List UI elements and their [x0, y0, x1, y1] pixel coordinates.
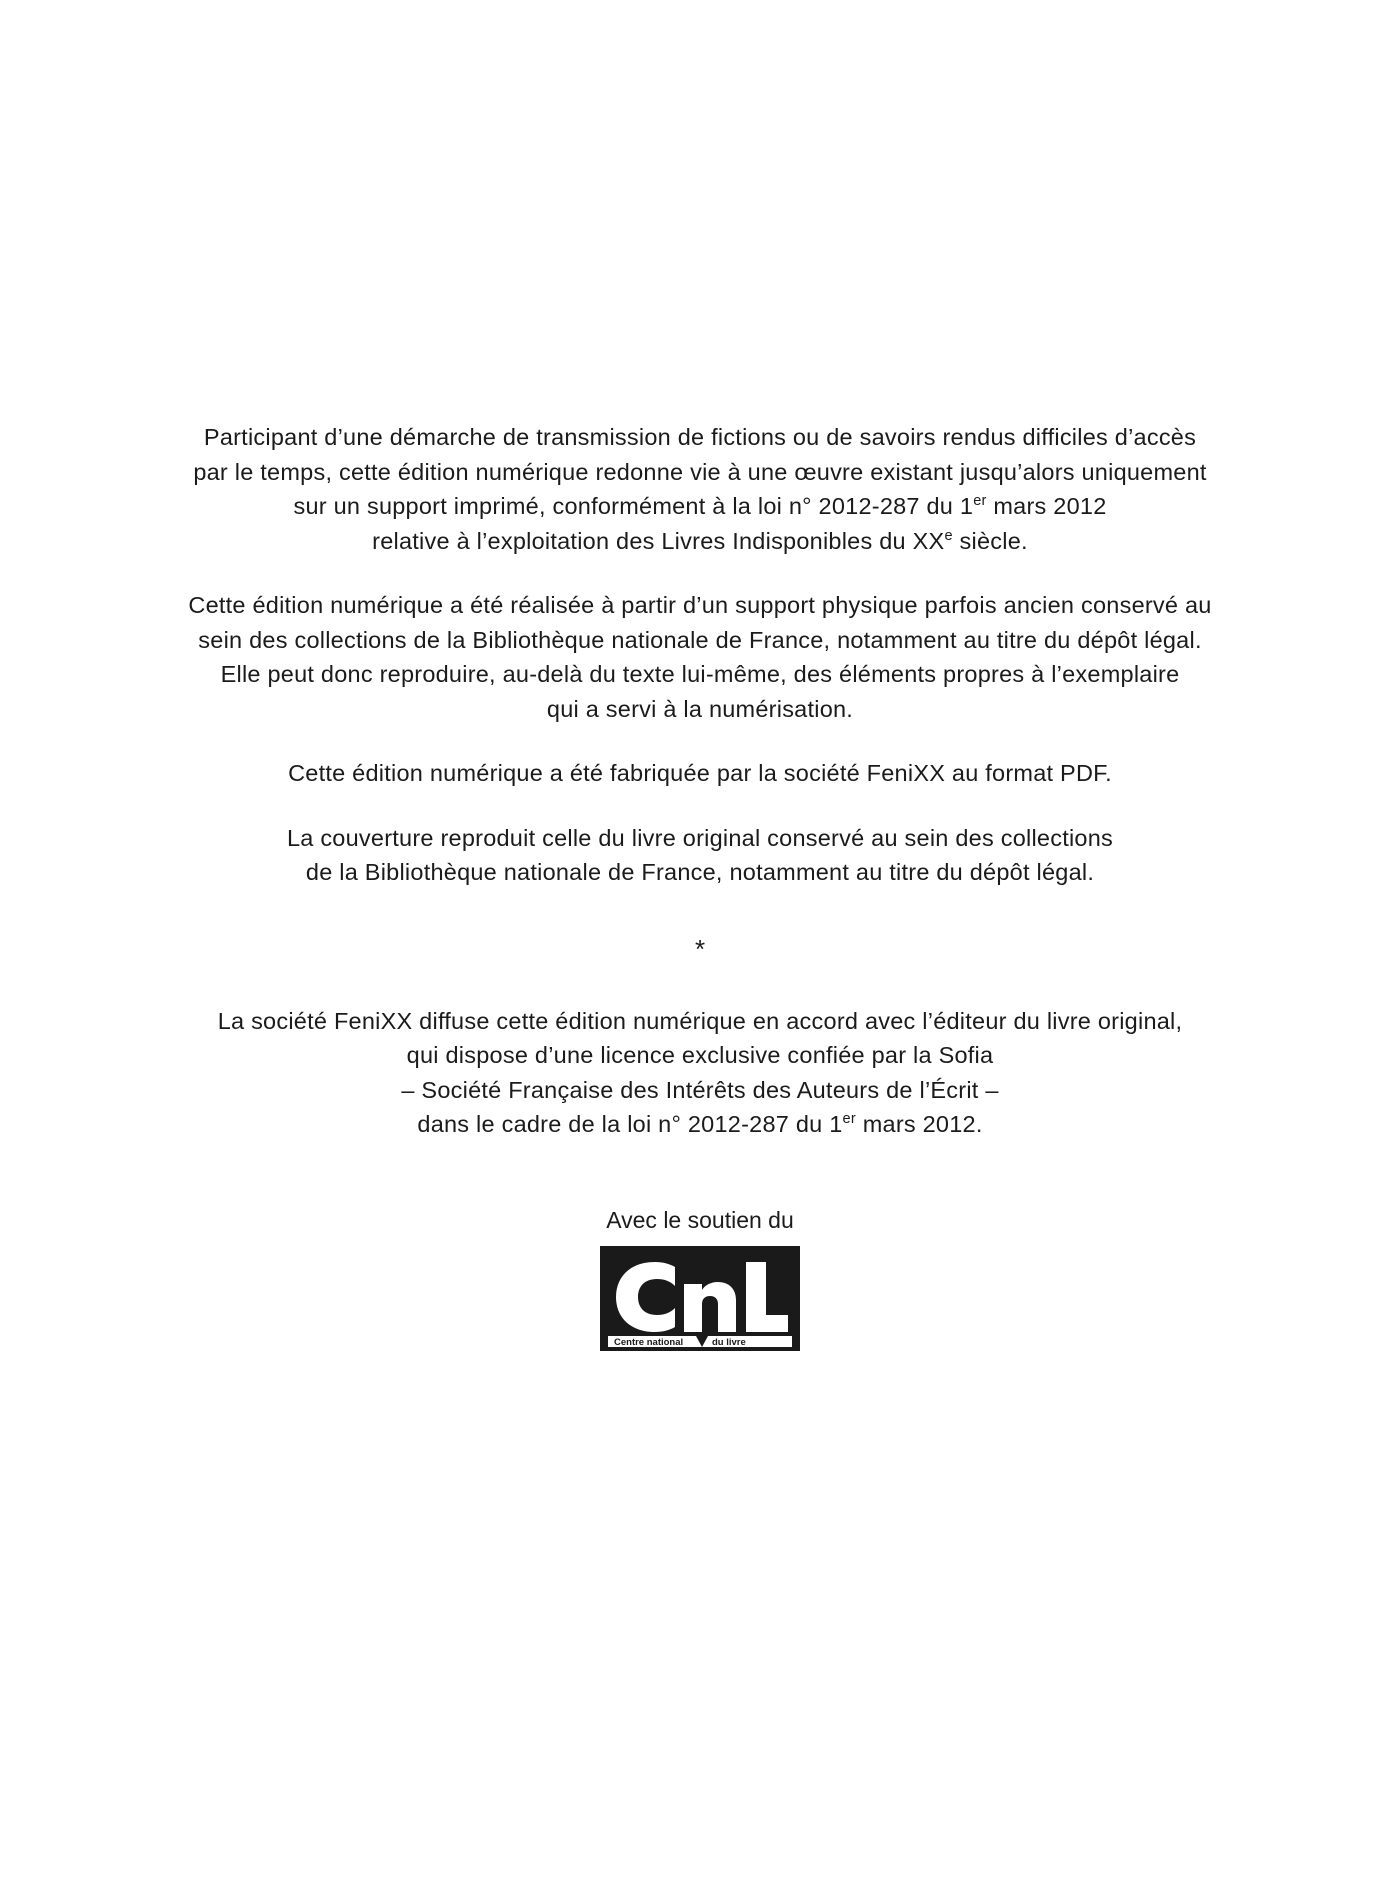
text-line: La société FeniXX diffuse cette édition numérique en accord avec l’éditeur du livre original, [217, 1007, 1183, 1034]
text-line: Elle peut donc reproduire, au-delà du texte lui-même, des éléments propres à l’exemplaire [220, 661, 1180, 688]
text-line: qui a servi à la numérisation. [546, 695, 854, 722]
text-line: relative à l’exploitation des Livres Indisponibles du XXe siècle. [372, 527, 1028, 554]
logo-caption-left: Centre national [614, 1336, 684, 1348]
section-separator: * [694, 933, 706, 964]
logo-caption-right: du livre [712, 1336, 746, 1348]
sponsor-block [0, 1206, 1400, 1356]
paragraph-cover-notice [130, 821, 1270, 890]
text-line: sur un support imprimé, conformément à la loi n° 2012-287 du 1er mars 2012 [293, 493, 1107, 520]
text-line: sein des collections de la Bibliothèque nationale de France, notamment au titre du dépôt légal. [198, 626, 1202, 653]
paragraph-manufacture-notice [130, 756, 1270, 791]
paragraph-transmission-notice [130, 420, 1270, 558]
text-line: Participant d’une démarche de transmission de fictions ou de savoirs rendus difficiles d’accès [203, 424, 1197, 450]
text-line: Cette édition numérique a été fabriquée par la société FeniXX au format PDF. [288, 760, 1112, 787]
text-line: de la Bibliothèque nationale de France, notamment au titre du dépôt légal. [305, 859, 1095, 886]
text-line: dans le cadre de la loi n° 2012-287 du 1er mars 2012. [417, 1111, 983, 1138]
text-line: par le temps, cette édition numérique redonne vie à une œuvre existant jusqu’alors uniquement [193, 458, 1207, 485]
paragraph-source-notice [130, 588, 1270, 726]
text-line: Cette édition numérique a été réalisée à partir d’un support physique parfois ancien conservé au [188, 592, 1212, 619]
text-line: – Société Française des Intérêts des Auteurs de l’Écrit – [401, 1076, 999, 1103]
text-line: La couverture reproduit celle du livre original conservé au sein des collections [286, 824, 1114, 851]
text-line: qui dispose d’une licence exclusive confiée par la Sofia [406, 1042, 994, 1069]
cnl-logo [600, 1246, 800, 1351]
sponsor-label: Avec le soutien du [606, 1206, 794, 1233]
paragraph-distribution-notice [130, 1004, 1270, 1142]
document-content [0, 420, 1400, 1356]
